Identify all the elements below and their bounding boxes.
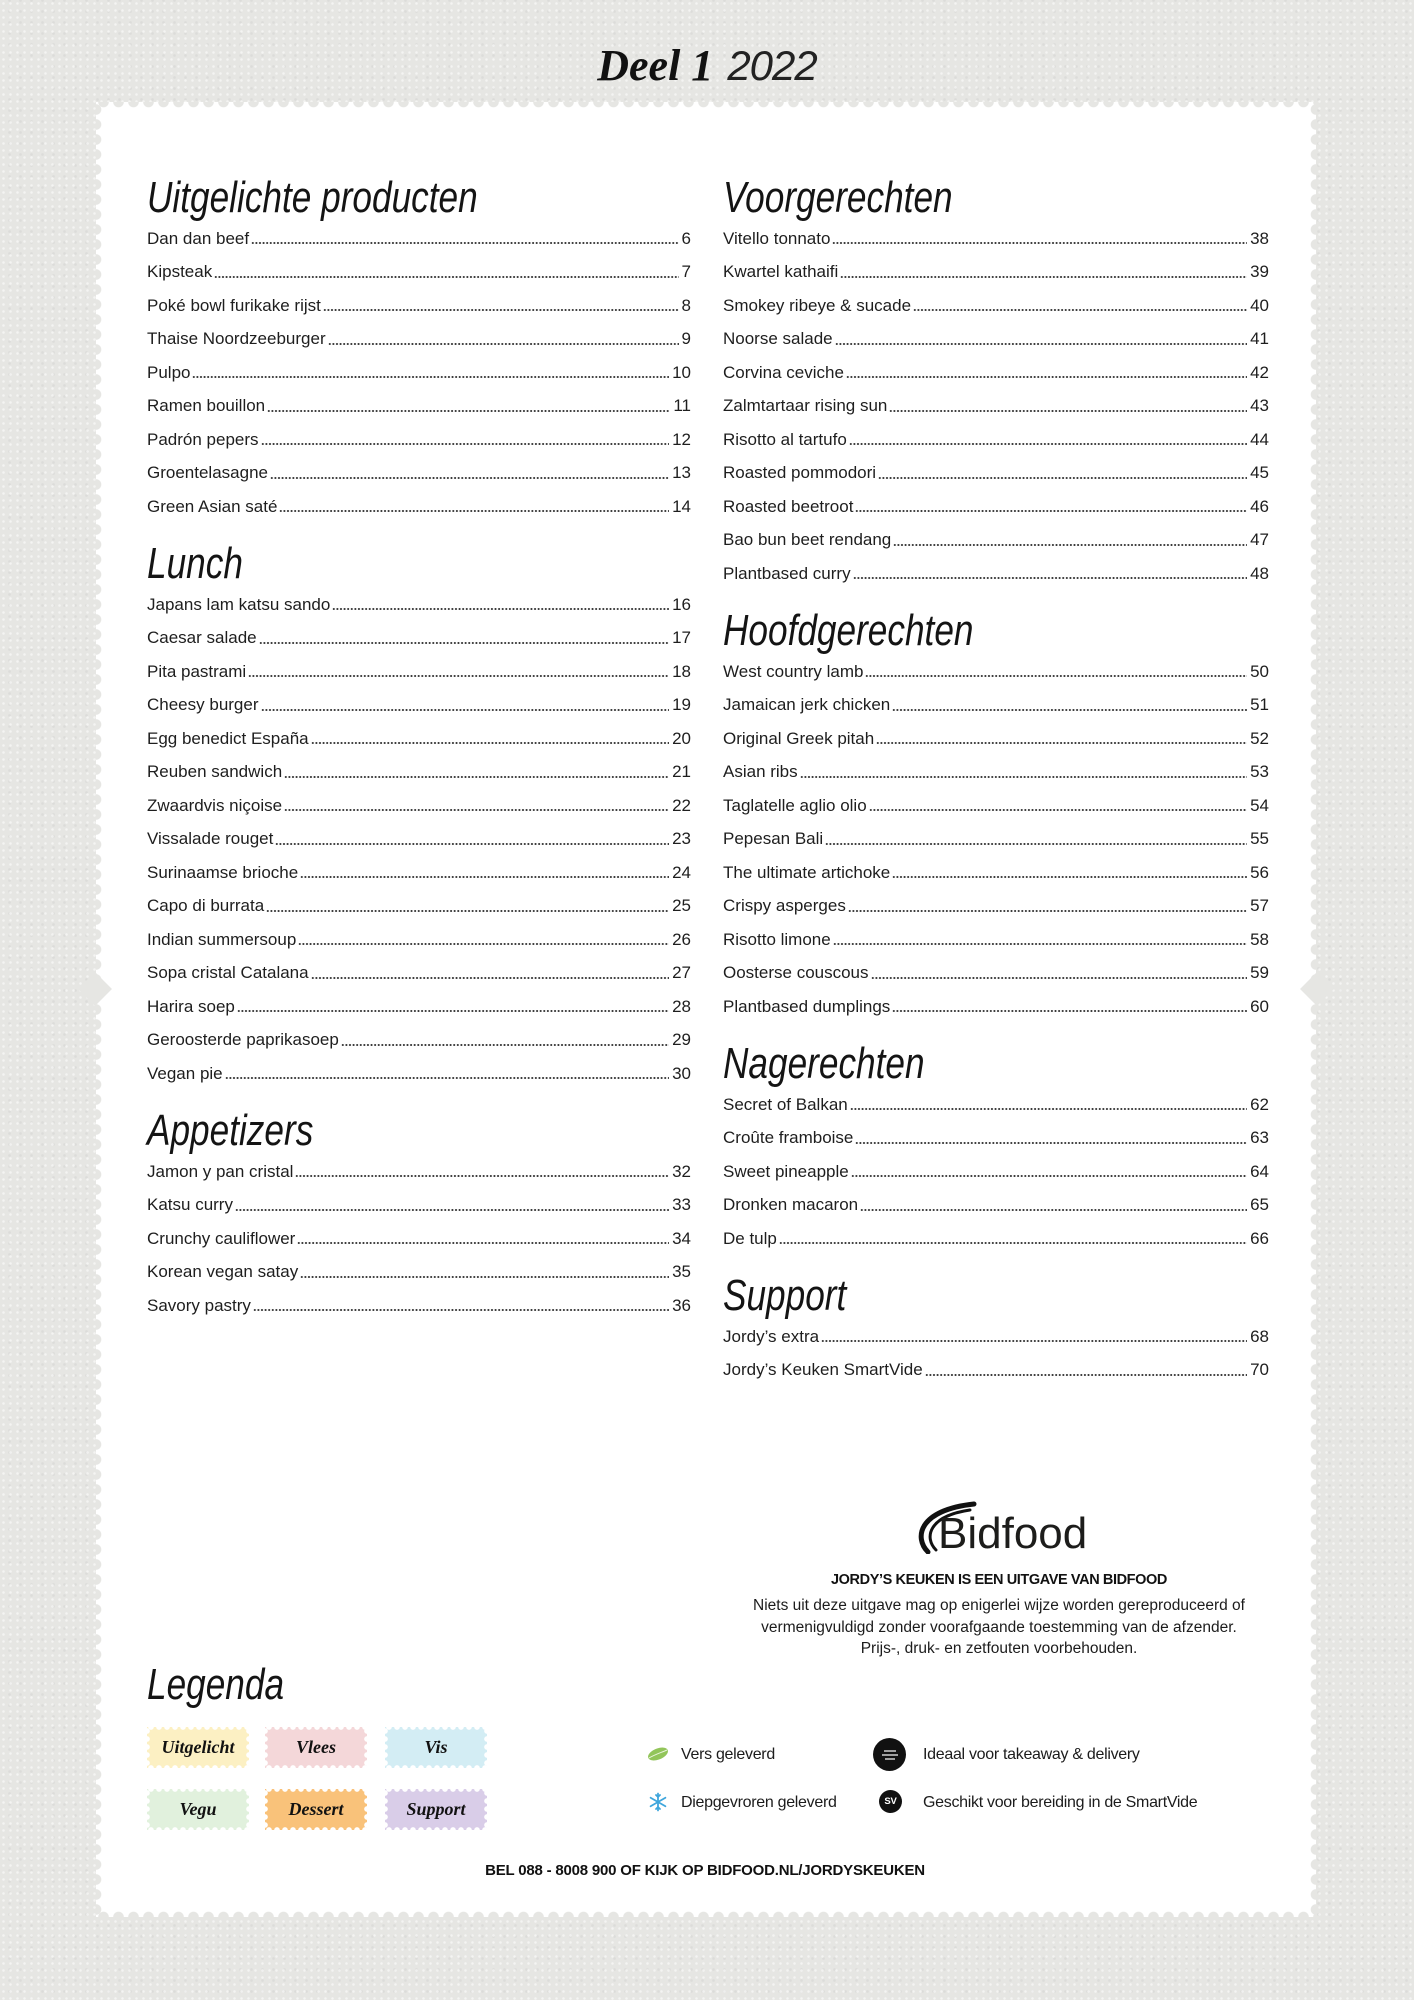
legend-title: Legenda bbox=[147, 1660, 285, 1709]
toc-entry bbox=[723, 655, 1269, 689]
toc-entry-page: 45 bbox=[1250, 463, 1269, 483]
toc-entry-page: 47 bbox=[1250, 530, 1269, 550]
dot-leader bbox=[851, 1155, 1247, 1189]
toc-entry-name: Katsu curry bbox=[147, 1195, 233, 1215]
dot-leader bbox=[225, 1057, 669, 1091]
section-heading: Appetizers bbox=[147, 1105, 314, 1155]
toc-entry-name: Asian ribs bbox=[723, 762, 798, 782]
toc-entry-name: Sopa cristal Catalana bbox=[147, 963, 309, 983]
toc-entry-name: Jordy’s Keuken SmartVide bbox=[723, 1360, 923, 1380]
dot-leader bbox=[261, 688, 670, 722]
toc-entry bbox=[723, 423, 1269, 457]
toc-entry-page: 42 bbox=[1250, 362, 1269, 382]
dot-leader bbox=[284, 789, 669, 823]
dot-leader bbox=[878, 456, 1247, 490]
toc-entry bbox=[723, 490, 1269, 524]
dot-leader bbox=[259, 621, 669, 655]
dot-leader bbox=[779, 1222, 1247, 1256]
notice-line: Niets uit deze uitgave mag op enigerlei wijze worden gereproduceerd of bbox=[753, 1597, 1245, 1614]
toc-entry-page: 26 bbox=[672, 929, 691, 949]
snowflake-icon bbox=[648, 1792, 668, 1812]
bidfood-logo bbox=[914, 1498, 1098, 1554]
legend-badge-dessert: Dessert bbox=[265, 1789, 367, 1830]
dot-leader bbox=[840, 255, 1247, 289]
smartvide-badge-icon bbox=[879, 1790, 902, 1813]
toc-entry bbox=[147, 956, 691, 990]
dot-leader bbox=[253, 1289, 669, 1323]
publisher-title: JORDY’S KEUKEN IS EEN UITGAVE VAN BIDFOOD bbox=[831, 1572, 1167, 1588]
toc-entry-name: Dronken macaron bbox=[723, 1195, 859, 1215]
toc-entry bbox=[723, 456, 1269, 490]
toc-entry bbox=[147, 1023, 691, 1057]
toc-entry bbox=[147, 356, 691, 390]
toc-entry bbox=[147, 1255, 691, 1289]
toc-entry bbox=[147, 655, 691, 689]
toc-entry bbox=[723, 356, 1269, 390]
toc-entry-page: 35 bbox=[672, 1262, 691, 1282]
toc-entry bbox=[147, 423, 691, 457]
toc-entry-page: 12 bbox=[672, 429, 691, 449]
toc-entry-name: Savory pastry bbox=[147, 1295, 251, 1315]
dot-leader bbox=[855, 490, 1247, 524]
toc-entry-page: 7 bbox=[681, 262, 691, 282]
toc-entry bbox=[723, 688, 1269, 722]
section-heading: Lunch bbox=[147, 538, 243, 588]
toc-entry bbox=[723, 1088, 1269, 1122]
toc-entry-page: 46 bbox=[1250, 496, 1269, 516]
toc-entry bbox=[723, 222, 1269, 256]
toc-entry-page: 48 bbox=[1250, 563, 1269, 583]
toc-entry-page: 30 bbox=[672, 1063, 691, 1083]
toc-entry-page: 62 bbox=[1250, 1094, 1269, 1114]
toc-entry bbox=[723, 1320, 1269, 1354]
toc-entry-page: 16 bbox=[672, 594, 691, 614]
toc-entry-page: 21 bbox=[672, 762, 691, 782]
toc-entry-name: Jamon y pan cristal bbox=[147, 1161, 294, 1181]
section-heading: Support bbox=[723, 1270, 847, 1320]
toc-section bbox=[147, 174, 691, 524]
dot-leader bbox=[849, 423, 1247, 457]
edition-year: 2022 bbox=[727, 42, 817, 89]
toc-entry-page: 28 bbox=[672, 996, 691, 1016]
toc-entry-page: 6 bbox=[681, 228, 691, 248]
toc-entry bbox=[147, 456, 691, 490]
legend-label-fresh: Vers geleverd bbox=[681, 1746, 775, 1763]
toc-entry-name: Original Greek pitah bbox=[723, 728, 875, 748]
section-heading: Hoofdgerechten bbox=[723, 605, 974, 655]
toc-entry bbox=[723, 1188, 1269, 1222]
toc-entry-page: 25 bbox=[672, 896, 691, 916]
toc-entry bbox=[147, 289, 691, 323]
toc-entry-page: 36 bbox=[672, 1295, 691, 1315]
toc-entry bbox=[723, 557, 1269, 591]
toc-entry bbox=[147, 588, 691, 622]
toc-entry-name: Zwaardvis niçoise bbox=[147, 795, 283, 815]
legend-badge-vlees: Vlees bbox=[265, 1727, 367, 1768]
toc-entry-page: 38 bbox=[1250, 228, 1269, 248]
footer-contact: BEL 088 - 8008 900 OF KIJK OP BIDFOOD.NL/JORDYSKEUKEN bbox=[485, 1862, 925, 1879]
toc-entry-name: Noorse salade bbox=[723, 329, 833, 349]
toc-entry bbox=[723, 1155, 1269, 1189]
dot-leader bbox=[275, 822, 669, 856]
toc-entry-page: 8 bbox=[681, 295, 691, 315]
toc-entry-page: 34 bbox=[672, 1228, 691, 1248]
dot-leader bbox=[341, 1023, 669, 1057]
toc-entry-name: Cheesy burger bbox=[147, 695, 259, 715]
toc-entry-page: 19 bbox=[672, 695, 691, 715]
dot-leader bbox=[298, 923, 669, 957]
dot-leader bbox=[892, 688, 1247, 722]
toc-entry-name: Vissalade rouget bbox=[147, 829, 274, 849]
toc-entry-name: Ramen bouillon bbox=[147, 396, 266, 416]
toc-entry bbox=[723, 722, 1269, 756]
dot-leader bbox=[855, 1121, 1247, 1155]
toc-entry-name: Taglatelle aglio olio bbox=[723, 795, 867, 815]
toc-entry-name: Zalmtartaar rising sun bbox=[723, 396, 888, 416]
toc-entry-name: Plantbased curry bbox=[723, 563, 851, 583]
toc-entry-name: Jamaican jerk chicken bbox=[723, 695, 891, 715]
toc-entry-name: Pita pastrami bbox=[147, 661, 247, 681]
toc-entry-page: 40 bbox=[1250, 295, 1269, 315]
toc-entry bbox=[147, 389, 691, 423]
toc-entry bbox=[147, 822, 691, 856]
toc-entry-page: 22 bbox=[672, 795, 691, 815]
toc-entry-name: Bao bun beet rendang bbox=[723, 530, 892, 550]
dot-leader bbox=[853, 557, 1248, 591]
toc-entry-page: 52 bbox=[1250, 728, 1269, 748]
toc-entry-name: Reuben sandwich bbox=[147, 762, 283, 782]
toc-column-left bbox=[147, 157, 691, 1322]
toc-entry-page: 13 bbox=[672, 463, 691, 483]
toc-entry-name: Harira soep bbox=[147, 996, 235, 1016]
legend-label-smartvide: Geschikt voor bereiding in de SmartVide bbox=[923, 1794, 1198, 1811]
dot-leader bbox=[332, 588, 669, 622]
notice-line: vermenigvuldigd zonder voorafgaande toestemming van de afzender. bbox=[761, 1618, 1237, 1636]
toc-entry bbox=[723, 389, 1269, 423]
toc-entry bbox=[723, 255, 1269, 289]
toc-entry bbox=[723, 1222, 1269, 1256]
legend-label-frozen: Diepgevroren geleverd bbox=[681, 1794, 837, 1811]
toc-entry-page: 9 bbox=[681, 329, 691, 349]
toc-entry-page: 33 bbox=[672, 1195, 691, 1215]
toc-section bbox=[147, 1107, 691, 1323]
dot-leader bbox=[235, 1188, 669, 1222]
dot-leader bbox=[311, 722, 669, 756]
toc-entry-name: Indian summersoup bbox=[147, 929, 297, 949]
toc-entry-name: Pulpo bbox=[147, 362, 191, 382]
dot-leader bbox=[825, 822, 1247, 856]
toc-section bbox=[723, 1272, 1269, 1387]
toc-entry-page: 11 bbox=[673, 396, 691, 416]
toc-entry bbox=[147, 755, 691, 789]
toc-entry-page: 56 bbox=[1250, 862, 1269, 882]
toc-entry-name: Surinaamse brioche bbox=[147, 862, 299, 882]
section-heading: Uitgelichte producten bbox=[147, 172, 478, 222]
toc-section bbox=[723, 607, 1269, 1024]
legend-badge-vegu: Vegu bbox=[147, 1789, 249, 1830]
dot-leader bbox=[251, 222, 678, 256]
toc-entry-name: Vegan pie bbox=[147, 1063, 223, 1083]
edition-part: Deel 1 bbox=[597, 41, 714, 90]
toc-entry-page: 27 bbox=[672, 963, 691, 983]
legend-badge-support: Support bbox=[385, 1789, 487, 1830]
dot-leader bbox=[848, 889, 1247, 923]
dot-leader bbox=[261, 423, 670, 457]
dot-leader bbox=[248, 655, 669, 689]
toc-entry bbox=[147, 688, 691, 722]
toc-entry-name: Crispy asperges bbox=[723, 896, 846, 916]
dot-leader bbox=[876, 722, 1247, 756]
card-notch-right bbox=[1300, 972, 1334, 1006]
toc-entry-name: Roasted pommodori bbox=[723, 463, 877, 483]
toc-entry bbox=[723, 1121, 1269, 1155]
dot-leader bbox=[279, 490, 669, 524]
toc-entry-name: Oosterse couscous bbox=[723, 963, 869, 983]
toc-entry-name: Vitello tonnato bbox=[723, 228, 831, 248]
toc-entry bbox=[147, 490, 691, 524]
dot-leader bbox=[284, 755, 669, 789]
toc-entry-page: 65 bbox=[1250, 1195, 1269, 1215]
takeaway-badge-lines bbox=[879, 1748, 901, 1762]
toc-entry-page: 17 bbox=[672, 628, 691, 648]
toc-entry-page: 14 bbox=[672, 496, 691, 516]
toc-entry bbox=[147, 722, 691, 756]
toc-entry-page: 32 bbox=[672, 1161, 691, 1181]
dot-leader bbox=[892, 990, 1247, 1024]
dot-leader bbox=[311, 956, 669, 990]
toc-entry bbox=[723, 990, 1269, 1024]
toc-entry-name: Poké bowl furikake rijst bbox=[147, 295, 321, 315]
toc-entry bbox=[723, 956, 1269, 990]
toc-entry-name: Geroosterde paprikasoep bbox=[147, 1030, 339, 1050]
publisher-notice bbox=[680, 1595, 1318, 1660]
dot-leader bbox=[270, 456, 669, 490]
toc-entry-name: Kipsteak bbox=[147, 262, 213, 282]
toc-entry-page: 59 bbox=[1250, 963, 1269, 983]
toc-entry-page: 39 bbox=[1250, 262, 1269, 282]
card-notch-left bbox=[78, 972, 112, 1006]
toc-entry bbox=[147, 1289, 691, 1323]
toc-entry bbox=[147, 856, 691, 890]
legend-label-takeaway: Ideaal voor takeaway & delivery bbox=[923, 1746, 1140, 1763]
toc-entry-page: 58 bbox=[1250, 929, 1269, 949]
takeaway-badge-icon bbox=[873, 1738, 906, 1771]
toc-entry-page: 44 bbox=[1250, 429, 1269, 449]
toc-entry bbox=[723, 856, 1269, 890]
dot-leader bbox=[295, 1155, 669, 1189]
toc-entry bbox=[723, 822, 1269, 856]
legend-badge-vis: Vis bbox=[385, 1727, 487, 1768]
toc-entry-name: Smokey ribeye & sucade bbox=[723, 295, 912, 315]
toc-entry bbox=[147, 322, 691, 356]
toc-entry-page: 68 bbox=[1250, 1326, 1269, 1346]
toc-entry-name: Japans lam katsu sando bbox=[147, 594, 331, 614]
toc-entry-name: Padrón pepers bbox=[147, 429, 259, 449]
dot-leader bbox=[300, 856, 669, 890]
dot-leader bbox=[821, 1320, 1247, 1354]
legend-badge-uitgelicht: Uitgelicht bbox=[147, 1727, 249, 1768]
toc-entry-name: Caesar salade bbox=[147, 628, 257, 648]
toc-entry-name: Capo di burrata bbox=[147, 896, 265, 916]
notice-line: Prijs-, druk- en zetfouten voorbehouden. bbox=[860, 1640, 1138, 1657]
toc-entry-name: Risotto limone bbox=[723, 929, 831, 949]
dot-leader bbox=[871, 956, 1248, 990]
dot-leader bbox=[800, 755, 1247, 789]
dot-leader bbox=[846, 356, 1247, 390]
dot-leader bbox=[893, 523, 1247, 557]
toc-entry-name: Corvina ceviche bbox=[723, 362, 844, 382]
toc-entry-name: Pepesan Bali bbox=[723, 829, 824, 849]
toc-entry bbox=[147, 621, 691, 655]
toc-entry-page: 50 bbox=[1250, 661, 1269, 681]
toc-entry-page: 43 bbox=[1250, 396, 1269, 416]
toc-entry bbox=[147, 222, 691, 256]
toc-entry-name: Secret of Balkan bbox=[723, 1094, 848, 1114]
toc-entry bbox=[147, 889, 691, 923]
toc-entry-page: 53 bbox=[1250, 762, 1269, 782]
toc-entry-name: Egg benedict España bbox=[147, 728, 309, 748]
dot-leader bbox=[237, 990, 669, 1024]
dot-leader bbox=[266, 889, 669, 923]
toc-entry bbox=[147, 255, 691, 289]
smartvide-badge-text: SV bbox=[884, 1796, 897, 1807]
toc-entry-name: Croûte framboise bbox=[723, 1128, 854, 1148]
section-heading: Nagerechten bbox=[723, 1038, 925, 1088]
dot-leader bbox=[865, 655, 1247, 689]
toc-entry bbox=[723, 523, 1269, 557]
toc-column-right bbox=[723, 157, 1269, 1387]
dot-leader bbox=[913, 289, 1247, 323]
toc-entry-page: 41 bbox=[1250, 329, 1269, 349]
toc-entry-page: 20 bbox=[672, 728, 691, 748]
dot-leader bbox=[833, 923, 1247, 957]
bidfood-logo-text: Bidfood bbox=[938, 1509, 1088, 1554]
toc-entry-page: 24 bbox=[672, 862, 691, 882]
section-heading: Voorgerechten bbox=[723, 172, 953, 222]
toc-entry bbox=[147, 923, 691, 957]
toc-entry bbox=[723, 789, 1269, 823]
toc-entry-name: Thaise Noordzeeburger bbox=[147, 329, 326, 349]
toc-entry bbox=[147, 789, 691, 823]
toc-entry bbox=[723, 322, 1269, 356]
toc-section bbox=[723, 1040, 1269, 1256]
dot-leader bbox=[869, 789, 1247, 823]
toc-entry-page: 51 bbox=[1250, 695, 1269, 715]
toc-entry-page: 18 bbox=[672, 661, 691, 681]
toc-entry-name: Dan dan beef bbox=[147, 228, 250, 248]
toc-entry-name: De tulp bbox=[723, 1228, 777, 1248]
toc-entry-name: Roasted beetroot bbox=[723, 496, 854, 516]
dot-leader bbox=[850, 1088, 1247, 1122]
toc-entry-page: 10 bbox=[672, 362, 691, 382]
toc-entry-page: 64 bbox=[1250, 1161, 1269, 1181]
toc-entry-name: Jordy’s extra bbox=[723, 1326, 820, 1346]
toc-entry bbox=[723, 289, 1269, 323]
toc-section bbox=[723, 174, 1269, 591]
toc-entry-page: 29 bbox=[672, 1030, 691, 1050]
toc-entry-name: The ultimate artichoke bbox=[723, 862, 891, 882]
dot-leader bbox=[925, 1353, 1247, 1387]
toc-entry-page: 54 bbox=[1250, 795, 1269, 815]
page-header bbox=[0, 42, 1414, 90]
toc-entry-page: 70 bbox=[1250, 1360, 1269, 1380]
dot-leader bbox=[267, 389, 670, 423]
dot-leader bbox=[832, 222, 1247, 256]
dot-leader bbox=[835, 322, 1247, 356]
dot-leader bbox=[323, 289, 679, 323]
toc-section bbox=[147, 540, 691, 1091]
dot-leader bbox=[192, 356, 669, 390]
toc-entry-page: 63 bbox=[1250, 1128, 1269, 1148]
toc-entry bbox=[723, 889, 1269, 923]
toc-entry-name: Kwartel kathaifi bbox=[723, 262, 839, 282]
toc-entry bbox=[723, 1353, 1269, 1387]
dot-leader bbox=[889, 389, 1247, 423]
toc-entry bbox=[147, 1188, 691, 1222]
toc-entry-page: 57 bbox=[1250, 896, 1269, 916]
dot-leader bbox=[892, 856, 1247, 890]
toc-entry-name: Korean vegan satay bbox=[147, 1262, 299, 1282]
toc-entry bbox=[147, 1057, 691, 1091]
leaf-icon bbox=[646, 1745, 670, 1763]
toc-entry-name: Groentelasagne bbox=[147, 463, 268, 483]
toc-entry-name: West country lamb bbox=[723, 661, 864, 681]
toc-entry-name: Plantbased dumplings bbox=[723, 996, 891, 1016]
toc-entry bbox=[723, 923, 1269, 957]
dot-leader bbox=[328, 322, 679, 356]
toc-entry-page: 55 bbox=[1250, 829, 1269, 849]
dot-leader bbox=[214, 255, 678, 289]
dot-leader bbox=[300, 1255, 669, 1289]
dot-leader bbox=[297, 1222, 669, 1256]
toc-entry-name: Green Asian saté bbox=[147, 496, 278, 516]
toc-entry-name: Sweet pineapple bbox=[723, 1161, 849, 1181]
dot-leader bbox=[860, 1188, 1247, 1222]
toc-entry bbox=[147, 1222, 691, 1256]
toc-entry-page: 60 bbox=[1250, 996, 1269, 1016]
toc-entry-page: 23 bbox=[672, 829, 691, 849]
toc-entry-name: Crunchy cauliflower bbox=[147, 1228, 296, 1248]
toc-entry-page: 66 bbox=[1250, 1228, 1269, 1248]
toc-entry bbox=[147, 990, 691, 1024]
toc-entry bbox=[723, 755, 1269, 789]
toc-entry bbox=[147, 1155, 691, 1189]
toc-entry-name: Risotto al tartufo bbox=[723, 429, 847, 449]
